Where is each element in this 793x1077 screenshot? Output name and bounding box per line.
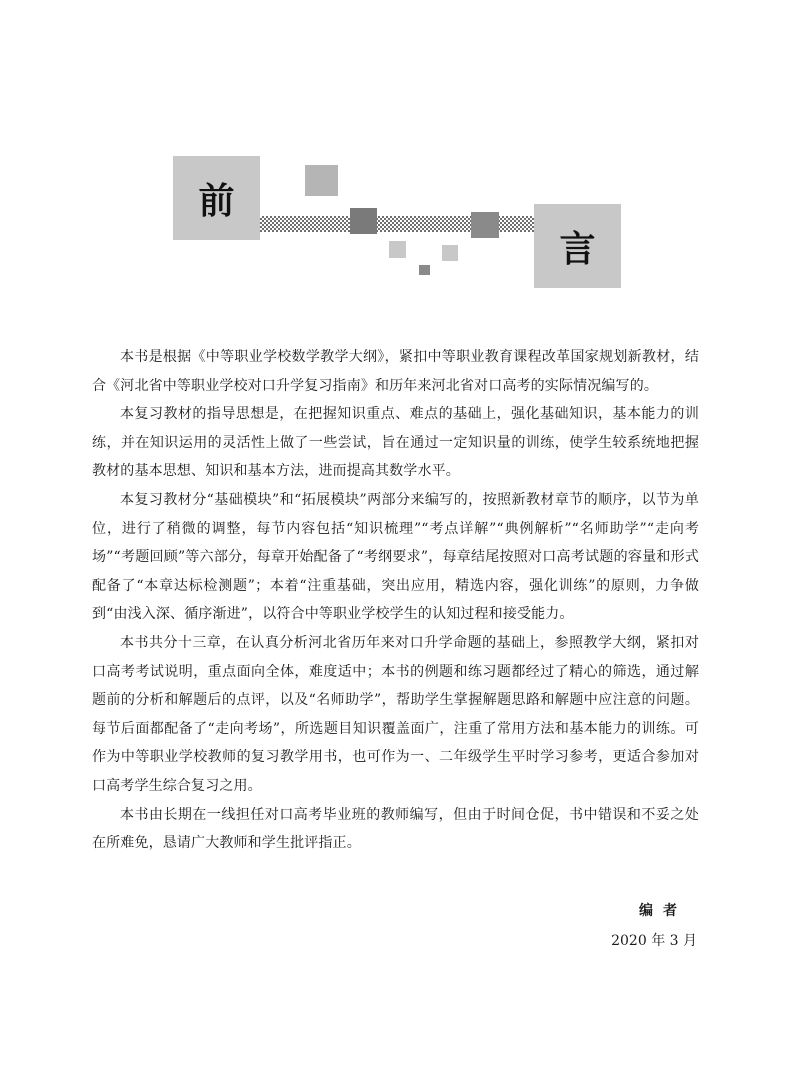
paragraph: 本书是根据《中等职业学校数学教学大纲》，紧扣中等职业教育课程改革国家规划新教材，结合《河北省中等职业学校对口升学复习指南》和历年来河北省对口高考的实际情况编写的。	[92, 349, 699, 394]
preface-title-decoration	[0, 0, 793, 320]
decor-square	[305, 165, 338, 196]
decor-square	[419, 265, 430, 275]
decor-square	[471, 212, 499, 238]
preface-body	[92, 343, 699, 858]
preface-date: 2020 年 3 月	[611, 933, 697, 949]
paragraph: 本复习教材的指导思想是，在把握知识重点、难点的基础上，强化基础知识，基本能力的训练，并在知识运用的灵活性上做了一些尝试，旨在通过一定知识量的训练，使学生较系统地把握教材的基本思想、知识和基本方法，进而提高其数学水平。	[92, 406, 699, 480]
decor-square	[350, 208, 377, 234]
title-char-right: 言	[559, 228, 596, 270]
paragraph: 本书由长期在一线担任对口高考毕业班的教师编写，但由于时间仓促，书中错误和不妥之处在所难免，恳请广大教师和学生批评指正。	[92, 806, 699, 852]
decor-square	[389, 241, 406, 258]
paragraph: 本书共分十三章，在认真分析河北省历年来对口升学命题的基础上，参照教学大纲，紧扣对口高考考试说明，重点面向全体，难度适中；本书的例题和练习题都经过了精心的筛选，通过解题前的分析和解题后的点评，以及“名师助学”，帮助学生掌握解题思路和解题中应注意的问题。每节后面都配备了“走向考场”，所选题目知识覆盖面广，注重了常用方法和基本能力的训练。可作为中等职业学校教师的复习教学用书，也可作为一、二年级学生平时学习参考，更适合参加对口高考学生综合复习之用。	[92, 634, 699, 794]
title-char-right-box	[534, 204, 621, 288]
title-char-left: 前	[198, 180, 235, 222]
paragraph: 本复习教材分“基础模块”和“拓展模块”两部分来编写的，按照新教材章节的顺序，以节为单位，进行了稍微的调整，每节内容包括“知识梳理”“考点详解”“典例解析”“名师助学”“走向考场”“考题回顾”等六部分，每章开始配备了“考纲要求”，每章结尾按照对口高考试题的容量和形式配备了“本章达标检测题”；本着“注重基础，突出应用，精选内容，强化训练”的原则，力争做到“由浅入深、循序渐进”，以符合中等职业学校学生的认知过程和接受能力。	[92, 491, 699, 623]
author-signature: 编者	[639, 903, 687, 919]
title-char-left-box	[173, 156, 260, 240]
decor-square	[442, 245, 458, 261]
